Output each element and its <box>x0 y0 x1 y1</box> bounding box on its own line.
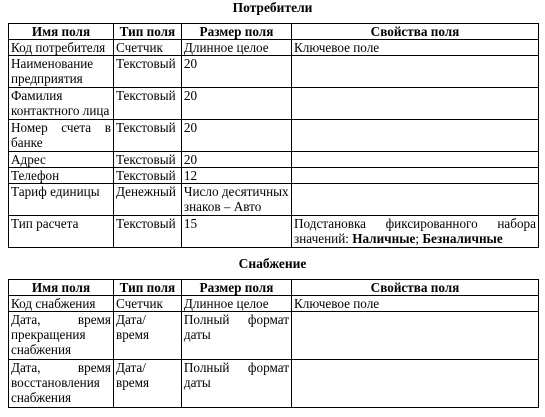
cell-field-size: Полный формат даты <box>181 312 291 360</box>
cell-field-size: Длинное целое <box>181 40 291 56</box>
cell-field-properties <box>292 184 539 216</box>
cell-field-properties <box>292 312 539 360</box>
table-row <box>9 56 539 88</box>
cell-field-size: 20 <box>181 120 291 152</box>
cell-field-properties <box>292 216 539 248</box>
cell-field-name: Дата, время восстановления снабжения <box>9 360 114 408</box>
cell-field-size: Число десятичных знаков – Авто <box>181 184 291 216</box>
table-row <box>9 88 539 120</box>
cell-field-name: Фамилия контактного лица <box>9 88 114 120</box>
supply-table-title: Снабжение <box>238 256 307 271</box>
header-field-properties: Свойства поля <box>292 280 539 296</box>
cell-field-name: Адрес <box>9 152 114 168</box>
cell-field-properties <box>292 360 539 408</box>
table-row <box>9 312 539 360</box>
properties-text: Подстановка фиксированного набора значений: <box>294 216 536 246</box>
cell-field-name: Телефон <box>9 168 114 184</box>
consumers-table-title: Потребители <box>232 0 313 15</box>
cell-field-type: Дата/время <box>113 312 181 360</box>
header-field-name: Имя поля <box>9 280 114 296</box>
table-row <box>9 184 539 216</box>
header-field-type: Тип поля <box>113 24 181 40</box>
cell-field-properties: Ключевое поле <box>292 40 539 56</box>
cell-field-properties <box>292 88 539 120</box>
cell-field-name: Дата, время прекращения снабжения <box>9 312 114 360</box>
supply-table <box>8 279 539 408</box>
cell-field-name: Тип расчета <box>9 216 114 248</box>
cell-field-type: Текстовый <box>113 152 181 168</box>
cell-field-size: 20 <box>181 152 291 168</box>
table-header-row <box>9 280 539 296</box>
cell-field-type: Текстовый <box>113 216 181 248</box>
cell-field-type: Текстовый <box>113 120 181 152</box>
option-cash: Наличные <box>352 231 416 246</box>
table-header-row <box>9 24 539 40</box>
table-row <box>9 120 539 152</box>
cell-field-properties <box>292 120 539 152</box>
cell-field-name: Наименование предприятия <box>9 56 114 88</box>
cell-field-size: Полный формат даты <box>181 360 291 408</box>
header-field-size: Размер поля <box>181 280 291 296</box>
option-cashless: Безналичные <box>422 231 503 246</box>
cell-field-type: Текстовый <box>113 88 181 120</box>
cell-field-size: 20 <box>181 56 291 88</box>
cell-field-properties: Ключевое поле <box>292 296 539 312</box>
cell-field-size: 15 <box>181 216 291 248</box>
table-row <box>9 296 539 312</box>
cell-field-type: Текстовый <box>113 168 181 184</box>
cell-field-name: Код потребителя <box>9 40 114 56</box>
header-field-name: Имя поля <box>9 24 114 40</box>
table-row <box>9 360 539 408</box>
table-row <box>9 40 539 56</box>
cell-field-properties <box>292 56 539 88</box>
cell-field-properties <box>292 152 539 168</box>
cell-field-size: 20 <box>181 88 291 120</box>
cell-field-size: Длинное целое <box>181 296 291 312</box>
header-field-type: Тип поля <box>113 280 181 296</box>
cell-field-name: Код снабжения <box>9 296 114 312</box>
cell-field-type: Текстовый <box>113 56 181 88</box>
cell-field-type: Дата/время <box>113 360 181 408</box>
option-separator: ; <box>415 231 423 246</box>
table-row <box>9 216 539 248</box>
cell-field-type: Счетчик <box>113 40 181 56</box>
cell-field-size: 12 <box>181 168 291 184</box>
header-field-properties: Свойства поля <box>292 24 539 40</box>
consumers-table <box>8 23 539 248</box>
cell-field-type: Денежный <box>113 184 181 216</box>
table-row <box>9 168 539 184</box>
cell-field-name: Тариф единицы <box>9 184 114 216</box>
cell-field-name: Номер счета в банке <box>9 120 114 152</box>
table-row <box>9 152 539 168</box>
header-field-size: Размер поля <box>181 24 291 40</box>
cell-field-type: Счетчик <box>113 296 181 312</box>
cell-field-properties <box>292 168 539 184</box>
